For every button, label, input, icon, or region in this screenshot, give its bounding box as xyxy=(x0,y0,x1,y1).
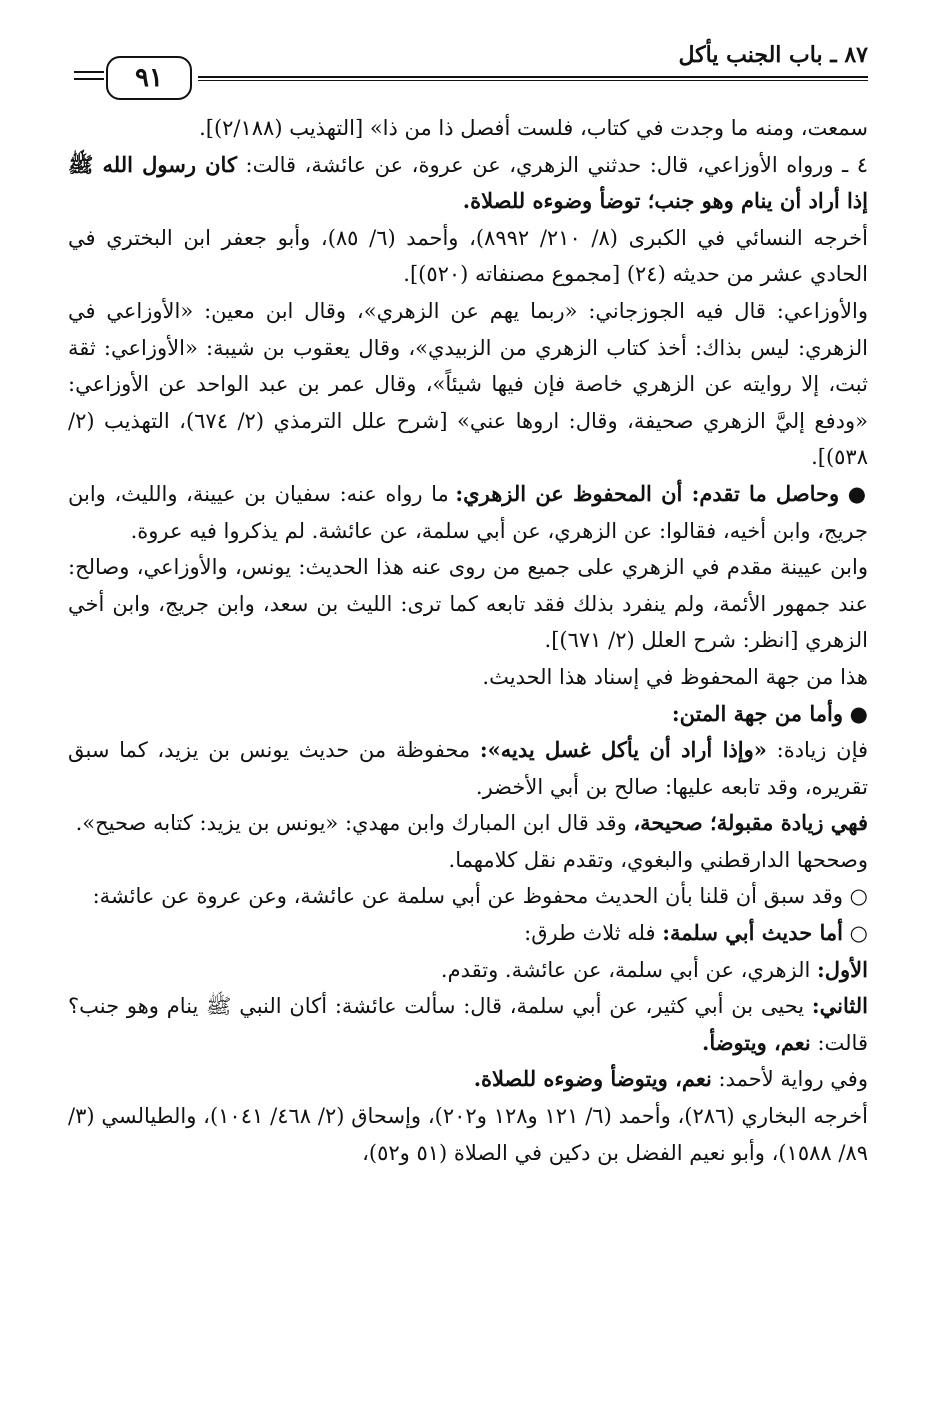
body-paragraph xyxy=(68,476,868,549)
page-body xyxy=(68,110,868,1171)
body-paragraph xyxy=(68,147,868,220)
text-run: ٤ ـ ورواه الأوزاعي، قال: حدثني الزهري، عن عروة، عن عائشة، قالت: xyxy=(236,152,869,177)
text-run: فإن زيادة: xyxy=(766,738,869,763)
chapter-title: ٨٧ ـ باب الجنب يأكل xyxy=(678,42,868,68)
badge-ornament-line xyxy=(74,78,104,80)
book-page xyxy=(68,38,868,1378)
body-paragraph xyxy=(68,915,868,952)
text-run: فله ثلاث طرق: xyxy=(524,921,663,946)
body-paragraph xyxy=(68,110,868,147)
text-run: هذا من جهة المحفوظ في إسناد هذا الحديث. xyxy=(482,664,868,689)
bold-text-run: الأول: xyxy=(817,956,868,982)
text-run: ● xyxy=(839,481,869,506)
body-paragraph xyxy=(68,659,868,696)
body-paragraph xyxy=(68,293,868,476)
text-run: يحيى بن أبي كثير، عن أبي سلمة، قال: سألت عائشة: أكان النبي ﷺ ينام وهو جنب؟ قالت: xyxy=(68,994,868,1055)
badge-ornament-line xyxy=(74,71,104,73)
bold-text-run: «وإذا أراد أن يأكل غسل يديه»: xyxy=(479,737,767,763)
text-run: ○ xyxy=(843,921,868,946)
text-run: وابن عيينة مقدم في الزهري على جميع من روى عنه هذا الحديث: يونس، والأوزاعي، وصالح: عند جمهور الأئمة، ولم ينفرد بذلك فقد تابعه كما ترى: الليث بن سعد، وابن جريج، وابن أخي الزهري [انظر: شرح العلل (٢/ ٦٧١)]. xyxy=(68,555,868,653)
text-run: ● xyxy=(843,701,868,726)
text-run: وصححها الدارقطني والبغوي، وتقدم نقل كلامهما. xyxy=(448,847,868,872)
bold-text-run: نعم، ويتوضأ. xyxy=(702,1029,811,1055)
text-run: ما رواه عنه: سفيان بن عيينة، والليث، وابن جريج، وابن أخيه، فقالوا: عن الزهري، عن أبي سلمة، عن عائشة. لم يذكروا فيه عروة. xyxy=(68,481,868,543)
bold-text-run: الثاني: xyxy=(811,993,868,1019)
bold-text-run: كان رسول الله ﷺ إذا أراد أن ينام وهو جنب؛ توضأ وضوءه للصلاة. xyxy=(68,151,868,214)
text-run: ○ وقد سبق أن قلنا بأن الحديث محفوظ عن أبي سلمة عن عائشة، وعن عروة عن عائشة: xyxy=(92,884,868,909)
body-paragraph xyxy=(68,805,868,842)
body-paragraph xyxy=(68,1061,868,1098)
body-paragraph xyxy=(68,878,868,915)
bold-text-run: أما حديث أبي سلمة: xyxy=(662,920,843,946)
bold-text-run: وأما من جهة المتن: xyxy=(671,700,843,726)
body-paragraph xyxy=(68,732,868,805)
body-paragraph xyxy=(68,696,868,733)
text-run: أخرجه النسائي في الكبرى (٨/ ٢١٠/ ٨٩٩٢)، وأحمد (٦/ ٨٥)، وأبو جعفر ابن البختري في الحادي عشر من حديثه (٢٤) [مجموع مصنفاته (٥٢٠)]. xyxy=(68,225,868,287)
header-rule xyxy=(198,76,868,81)
text-run: محفوظة من حديث يونس بن يزيد، كما سبق تقريره، وقد تابعه عليها: صالح بن أبي الأخضر. xyxy=(68,738,868,799)
text-run: الزهري، عن أبي سلمة، عن عائشة. وتقدم. xyxy=(440,957,818,982)
page-number-badge: ٩١ xyxy=(106,56,192,100)
page-header xyxy=(68,38,868,98)
bold-text-run: نعم، ويتوضأ وضوءه للصلاة. xyxy=(473,1066,712,1092)
text-run: والأوزاعي: قال فيه الجوزجاني: «ربما يهم عن الزهري»، وقال ابن معين: «الأوزاعي في الزهري: ليس بذاك: أخذ كتاب الزهري من الزبيدي»، وقال يعقوب بن شيبة: «الأوزاعي: ثقة ثبت، إلا روايته عن الزهري خاصة فإن فيها شيئاً»، وقال عمر بن عبد الواحد عن الأوزاعي: «ودفع إليَّ الزهري صحيفة، وقال: اروها عني» [شرح علل الترمذي (٢/ ٦٧٤)، التهذيب (٢/ ٥٣٨)]. xyxy=(68,298,868,470)
text-run: أخرجه البخاري (٢٨٦)، وأحمد (٦/ ١٢١ و١٢٨ و٢٠٢)، وإسحاق (٢/ ٤٦٨/ ١٠٤١)، والطيالسي (٣/ ٨٩/ ١٥٨٨)، وأبو نعيم الفضل بن دكين في الصلاة (٥١ و٥٢)، xyxy=(68,1104,868,1165)
bold-text-run: وحاصل ما تقدم: أن المحفوظ عن الزهري: xyxy=(455,480,840,506)
text-run: وفي رواية لأحمد: xyxy=(711,1067,868,1092)
body-paragraph xyxy=(68,842,868,879)
body-paragraph xyxy=(68,1098,868,1171)
bold-text-run: فهي زيادة مقبولة؛ صحيحة، xyxy=(633,810,868,836)
text-run: سمعت، ومنه ما وجدت في كتاب، فلست أفصل ذا من ذا» [التهذيب (٢/١٨٨)]. xyxy=(199,116,868,140)
body-paragraph xyxy=(68,220,868,293)
body-paragraph xyxy=(68,952,868,989)
body-paragraph xyxy=(68,549,868,659)
text-run: وقد قال ابن المبارك وابن مهدي: «يونس بن يزيد: كتابه صحيح». xyxy=(75,811,634,836)
body-paragraph xyxy=(68,988,868,1061)
